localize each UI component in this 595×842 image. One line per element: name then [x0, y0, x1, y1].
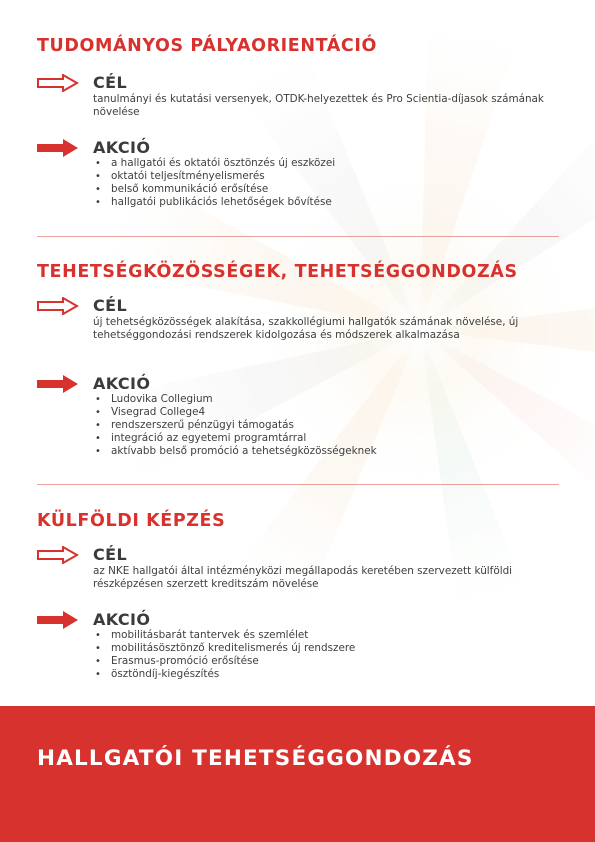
- list-item: • mobilitásösztönző kreditelismerés új rendszere: [93, 642, 355, 655]
- solid-arrow-icon: [37, 139, 79, 157]
- list-item: • aktívabb belső promóció a tehetségközösségeknek: [93, 445, 377, 458]
- goal-label: CÉL: [93, 296, 128, 315]
- goal-text: az NKE hallgatói által intézményközi megállapodás keretében szervezett külföldi részképzésen szerzett kreditszám növelése: [93, 565, 513, 591]
- goal-text: tanulmányi és kutatási versenyek, OTDK-helyezettek és Pro Scientia-díjasok számának növelése: [93, 93, 544, 119]
- action-block: [37, 610, 557, 685]
- list-item: • ösztöndíj-kiegészítés: [93, 668, 355, 681]
- solid-arrow-icon: [37, 611, 79, 629]
- section-divider: [37, 484, 559, 485]
- goal-block: [37, 73, 557, 125]
- section-title: TEHETSÉGKÖZÖSSÉGEK, TEHETSÉGGONDOZÁS: [37, 262, 518, 282]
- footer-banner: [0, 706, 595, 842]
- list-item: • mobilitásbarát tantervek és szemlélet: [93, 629, 355, 642]
- action-block: [37, 138, 557, 213]
- action-list: [93, 157, 335, 209]
- solid-arrow-icon: [37, 375, 79, 393]
- action-block: [37, 374, 557, 462]
- outline-arrow-icon: [37, 546, 79, 564]
- section-title: TUDOMÁNYOS PÁLYAORIENTÁCIÓ: [37, 36, 377, 56]
- action-label: AKCIÓ: [93, 374, 151, 393]
- list-item: • Erasmus-promóció erősítése: [93, 655, 355, 668]
- list-item: • Visegrad College4: [93, 406, 377, 419]
- action-label: AKCIÓ: [93, 610, 151, 629]
- list-item: • oktatói teljesítményelismerés: [93, 170, 335, 183]
- list-item: • Ludovika Collegium: [93, 393, 377, 406]
- goal-label: CÉL: [93, 545, 128, 564]
- action-label: AKCIÓ: [93, 138, 151, 157]
- goal-block: [37, 296, 557, 361]
- list-item: • a hallgatói és oktatói ösztönzés új eszközei: [93, 157, 335, 170]
- goal-text: új tehetségközösségek alakítása, szakkollégiumi hallgatók számának növelése, új tehetséggondozási rendszerek kidolgozása és módszerek alkalmazása: [93, 316, 519, 342]
- action-list: [93, 629, 355, 681]
- footer-title: HALLGATÓI TEHETSÉGGONDOZÁS: [37, 746, 474, 771]
- list-item: • integráció az egyetemi programtárral: [93, 432, 377, 445]
- outline-arrow-icon: [37, 297, 79, 315]
- action-list: [93, 393, 377, 458]
- list-item: • belső kommunikáció erősítése: [93, 183, 335, 196]
- section-divider: [37, 236, 559, 237]
- list-item: • hallgatói publikációs lehetőségek bővítése: [93, 196, 335, 209]
- outline-arrow-icon: [37, 74, 79, 92]
- list-item: • rendszerszerű pénzügyi támogatás: [93, 419, 377, 432]
- goal-label: CÉL: [93, 73, 128, 92]
- goal-block: [37, 545, 557, 597]
- section-title: KÜLFÖLDI KÉPZÉS: [37, 511, 226, 531]
